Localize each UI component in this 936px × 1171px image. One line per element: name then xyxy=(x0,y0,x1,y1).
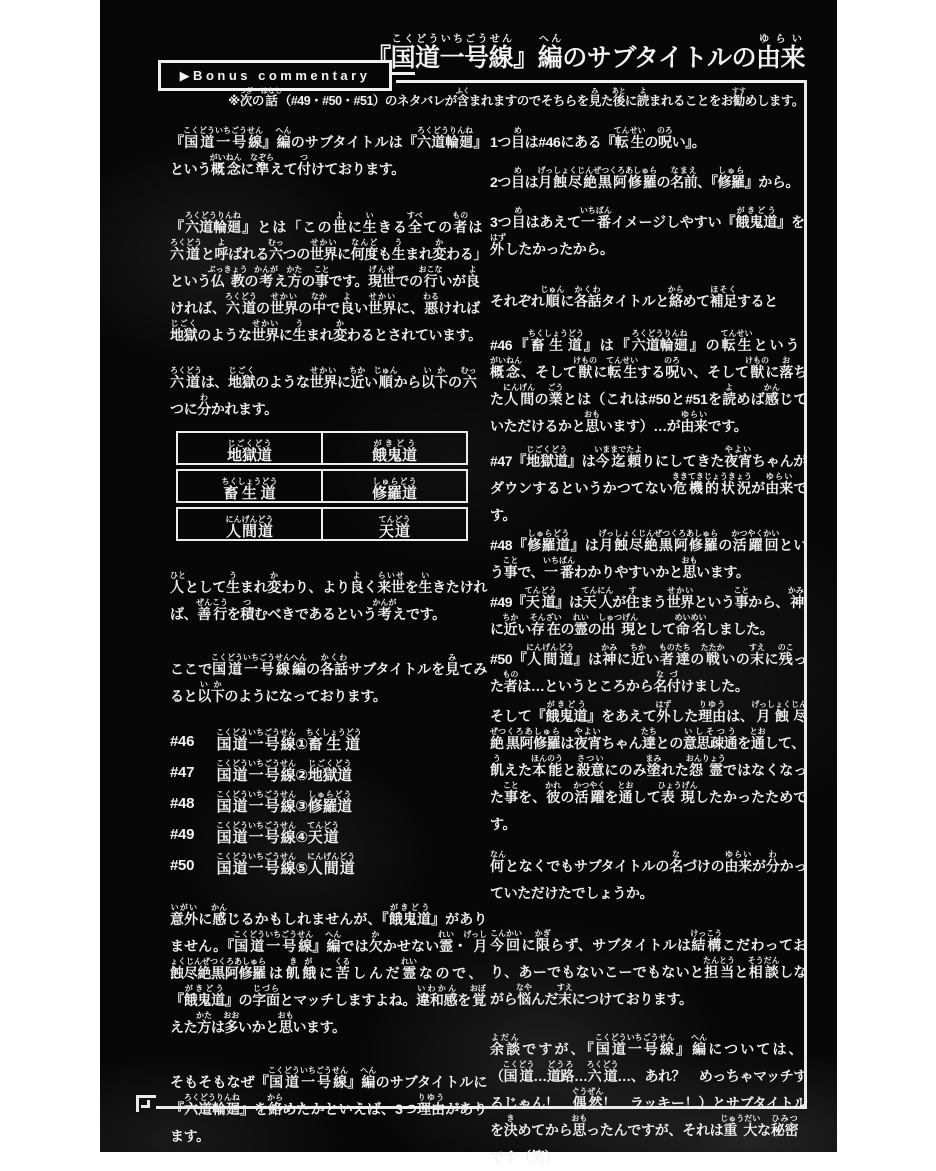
realm-cell: 修羅道しゅらどう xyxy=(321,471,466,501)
episode-number: #50 xyxy=(170,857,195,874)
episode-number: #48 xyxy=(170,795,195,812)
right-column xyxy=(490,126,807,1171)
paragraph: 何なんとなくでもサブタイトルの名なづけの由来ゆらいが分わかっていただけたでしょうか。 xyxy=(490,850,807,901)
bonus-commentary-box xyxy=(158,60,392,91)
episode-number: #46 xyxy=(170,733,195,750)
bonus-commentary-label: ▶Bonus commentary xyxy=(179,67,371,83)
episode-subtitle-list xyxy=(170,728,487,883)
paragraph: 人ひととして生うまれ変かわり、より良よく来世らいせを生いきたければ、善行ぜんこうを積つむべきであるという考かんがえです。 xyxy=(170,571,487,622)
realm-cell: 餓鬼道がきどう xyxy=(321,433,466,463)
realm-cell: 人間道にんげんどう xyxy=(225,514,274,540)
paragraph: 『国道一号線こくどういちごうせん』編へんのサブタイトルは『六道輪廻ろくどうりんね』という概念がいねんに準なぞらえて付つけております。 xyxy=(170,126,487,177)
episode-title: 国道一号線こくどういちごうせん⑤人間道にんげんどう xyxy=(216,852,356,877)
left-column xyxy=(170,126,487,1150)
paragraph: 2つ目めは月蝕尽絶黒阿修羅げっしょくじんぜつくろあしゅらの名前なまえ、『修羅しゅら』から。 xyxy=(490,166,800,190)
episode-title: 国道一号線こくどういちごうせん④天道てんどう xyxy=(216,821,340,846)
paragraph: 意外いがいに感かんじるかもしれませんが、『餓鬼道がきどう』がありません。『国道一号線こくどういちごうせん』編へんでは欠かかせない霊れい・月蝕尽絶黒阿修羅げっしょくじんぜつくろあしゅらは飢餓きがに苦くるしんだ霊れいなので、『餓鬼道がきどう』の字面じづらとマッチしますよね。違和感いわかんを覚おぼえた方かたは多おおいかと思おもいます。 xyxy=(170,903,487,1035)
paragraph: ここで国道一号線編こくどういちごうせんへんの各話かくわサブタイトルを見みてみると以下いかのようになっております。 xyxy=(170,653,487,704)
page-title: 『国道一号線こくどういちごうせん』編へんのサブタイトルの由来ゆらい xyxy=(366,34,805,72)
list-item xyxy=(170,759,487,790)
paragraph: 余談よだんですが、『国道一号線こくどういちごうせん』編へんについては、（国道こくどう…道路どうろ…六道ろくどう…、あれ？ めっちゃマッチするじゃん！ 偶然ぐうぜん！ ラッキー！）とサブタイトルを決きめてから思おもったんですが、それは重大じゅうだいな秘密ひみつです（笑） xyxy=(490,1033,807,1165)
paragraph: 『六道輪廻ろくどうりんね』とは「この世よに生いきる全すべての者ものは六道ろくどうと呼よばれる六むっつの世界せかいに何度なんども生うまれ変かわる」という仏教ぶっきょうの考かんがえ方かたの事ことです。現世げんせでの行おこないが良よければ、六道ろくどうの世界せかいの中なかで良よい世界せかいに、悪わるければ地獄じごくのような世界せかいに生うまれ変かわるとされています。 xyxy=(170,211,487,343)
corner-bracket-glyph xyxy=(136,1095,156,1112)
episode-number: #49 xyxy=(170,826,195,843)
paragraph: それぞれ順じゅんに各話かくわタイトルと絡からめて補足ほそくすると xyxy=(490,285,778,309)
paragraph: そもそもなぜ『国道一号線こくどういちごうせん』編へんのサブタイトルに『六道輪廻ろくどうりんね』を絡からめたかといえば、3つ理由りゆうがあります。 xyxy=(170,1066,487,1144)
paragraph: そして『餓鬼道がきどう』をあえて外はずした理由りゆうは、月蝕尽絶げっしょくじんぜつ黒阿修羅くろあしゅらは夜宵やよいちゃん達たちとの意思疎通いしそつうを通とおして、飢うえた本能ほんのうと殺意さついにのみ塗まみれた怨霊おんりょうではなくなった事ことを、彼かれの活躍かつやくを通とおして表現ひょうげんしたかったためです。 xyxy=(490,700,808,832)
paragraph: 1つ目めは#46にある『転生てんせいの呪のろい』。 xyxy=(490,126,706,150)
realm-cell: 天道てんどう xyxy=(321,509,466,539)
episode-title: 国道一号線こくどういちごうせん③修羅道しゅらどう xyxy=(216,790,352,815)
list-item xyxy=(170,852,487,883)
title-underline xyxy=(396,80,807,83)
table-row xyxy=(176,507,468,541)
paragraph: #50『人間道にんげんどう』は神かみに近ちかい者達ものたちの戦たたかいの末すえに残のこった者ものは…というところから名付なづけました。 xyxy=(490,643,807,694)
paragraph: 今回こんかいに限かぎらず、サブタイトルは結構けっこうこだわっており、あーでもないこーでもないと担当たんとうと相談そうだんしながら悩なやんだ末すえにつけております。 xyxy=(490,929,807,1007)
list-item xyxy=(170,728,487,759)
paragraph: 六道ろくどうは、地獄じごくのような世界せかいに近ちかい順じゅんから以下いかの六むっつに分わかれます。 xyxy=(170,366,477,417)
episode-title: 国道一号線こくどういちごうせん①畜生道ちくしょうどう xyxy=(216,728,362,753)
list-item xyxy=(170,790,487,821)
manga-bonus-page xyxy=(100,0,837,1165)
paragraph: #48『修羅道しゅらどう』は月蝕尽絶黒阿修羅げっしょくじんぜつくろあしゅらの活躍回かつやくかいという事ことで、一番いちばんわかりやすいかと思おもいます。 xyxy=(490,529,807,580)
paragraph: #47『地獄道じごくどう』は今迄頼いままでたよりにしてきた夜宵やよいちゃんがダウンするというかつてない危機的状況ききてきじょうきょうが由来ゆらいです。 xyxy=(490,445,807,523)
realm-cell: 畜生道ちくしょうどう xyxy=(221,476,278,502)
spoiler-warning: ※次つぎの話はなし（#49・#50・#51）のネタバレが含ふくまれますのでそちらを見みた後あとに読よまれることをお勧すすめします。 xyxy=(228,88,804,108)
table-row xyxy=(176,469,468,503)
paragraph: #49『天道てんどう』は天人てんにんが住すまう世界せかいという事ことから、神かみに近ちかい存在そんざいの霊れいの出現しゅつげんとして命名めいめいしました。 xyxy=(490,586,804,637)
list-item xyxy=(170,821,487,852)
realm-cell: 地獄道じごくどう xyxy=(226,438,272,464)
paragraph: 3つ目めはあえて一番いちばんイメージしやすい『餓鬼道がきどう』を外はずしたかったから。 xyxy=(490,206,805,257)
paragraph: #46『畜生道ちくしょうどう』は『六道輪廻ろくどうりんね』の転生てんせいという概念がいねん、そして獣けものに転生てんせいする呪のろい、そして獣けものに落おちた人間にんげんの業ごうとは（これは#50と#51を読よめば感かんじていただけるかと思おもいます）…が由来ゆらいです。 xyxy=(490,329,807,434)
six-realms-table xyxy=(176,431,468,541)
table-row xyxy=(176,431,468,465)
episode-title: 国道一号線こくどういちごうせん②地獄道じごくどう xyxy=(216,759,352,784)
corner-bracket-inner xyxy=(141,1100,150,1108)
episode-number: #47 xyxy=(170,764,195,781)
